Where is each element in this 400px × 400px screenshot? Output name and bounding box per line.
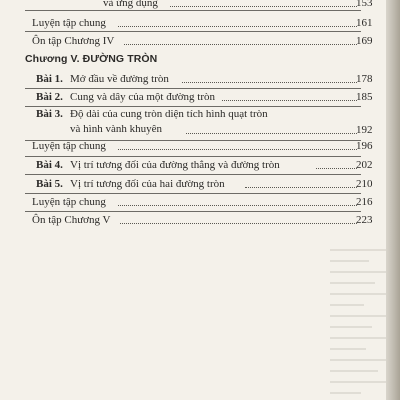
toc-entry-page: 223 (356, 214, 373, 226)
toc-entry-chapter5-review[interactable] (0, 212, 400, 228)
toc-entry-review[interactable] (0, 15, 400, 31)
dot-leader (124, 44, 357, 45)
toc-entry-page: 185 (356, 91, 373, 103)
toc-entry-review-2[interactable] (0, 194, 400, 210)
dot-leader (120, 223, 357, 224)
lesson-number: Bài 4. (36, 159, 63, 171)
dot-leader (222, 100, 357, 101)
toc-entry-page: 153 (356, 0, 373, 9)
toc-entry-page: 216 (356, 196, 373, 208)
dot-leader (245, 187, 357, 188)
chapter-heading: Chương V. ĐƯỜNG TRÒN (25, 53, 158, 65)
toc-entry-title-line2: và hình vành khuyên (70, 123, 162, 135)
toc-entry-lesson-5[interactable] (0, 176, 400, 192)
toc-entry-lesson-3[interactable] (0, 106, 400, 140)
lesson-number: Bài 1. (36, 73, 63, 85)
toc-entry-title: Cung và dây của một đường tròn (70, 91, 215, 103)
toc-entry-lesson-4[interactable] (0, 157, 400, 173)
divider (25, 31, 361, 32)
divider (25, 174, 361, 175)
toc-entry-lesson-2[interactable] (0, 89, 400, 105)
toc-entry-page: 202 (356, 159, 373, 171)
dot-leader (186, 133, 357, 134)
toc-entry-page: 210 (356, 178, 373, 190)
toc-entry-title: Vị trí tương đối của đường thẳng và đường tròn (70, 159, 280, 171)
toc-entry-lesson-1[interactable] (0, 71, 400, 87)
dot-leader (118, 26, 357, 27)
dot-leader (170, 6, 357, 7)
toc-entry-title: Mở đầu về đường tròn (70, 73, 169, 85)
toc-entry-page: 192 (356, 124, 373, 136)
dot-leader (118, 149, 357, 150)
toc-entry-page: 169 (356, 35, 373, 47)
toc-entry-title: Luyện tập chung (32, 140, 106, 152)
toc-entry-title: Luyện tập chung (32, 196, 106, 208)
divider (25, 10, 361, 11)
toc-entry-chapter4-review[interactable] (0, 33, 400, 49)
toc-entry-title: Vị trí tương đối của hai đường tròn (70, 178, 225, 190)
toc-entry-review-1[interactable] (0, 138, 400, 154)
toc-entry-title: Độ dài của cung tròn diện tích hình quạt tròn (70, 108, 268, 120)
toc-entry-title: và ứng dụng (103, 0, 158, 9)
dot-leader (182, 82, 357, 83)
bleed-through-text (330, 240, 386, 400)
toc-entry-page: 196 (356, 140, 373, 152)
toc-entry-page: 178 (356, 73, 373, 85)
lesson-number: Bài 3. (36, 108, 63, 120)
toc-entry-title: Ôn tập Chương V (32, 214, 111, 226)
lesson-number: Bài 5. (36, 178, 63, 190)
dot-leader (118, 205, 357, 206)
toc-entry-title: Luyện tập chung (32, 17, 106, 29)
toc-entry-title: Ôn tập Chương IV (32, 35, 115, 47)
dot-leader (316, 168, 357, 169)
toc-entry-page: 161 (356, 17, 373, 29)
lesson-number: Bài 2. (36, 91, 63, 103)
